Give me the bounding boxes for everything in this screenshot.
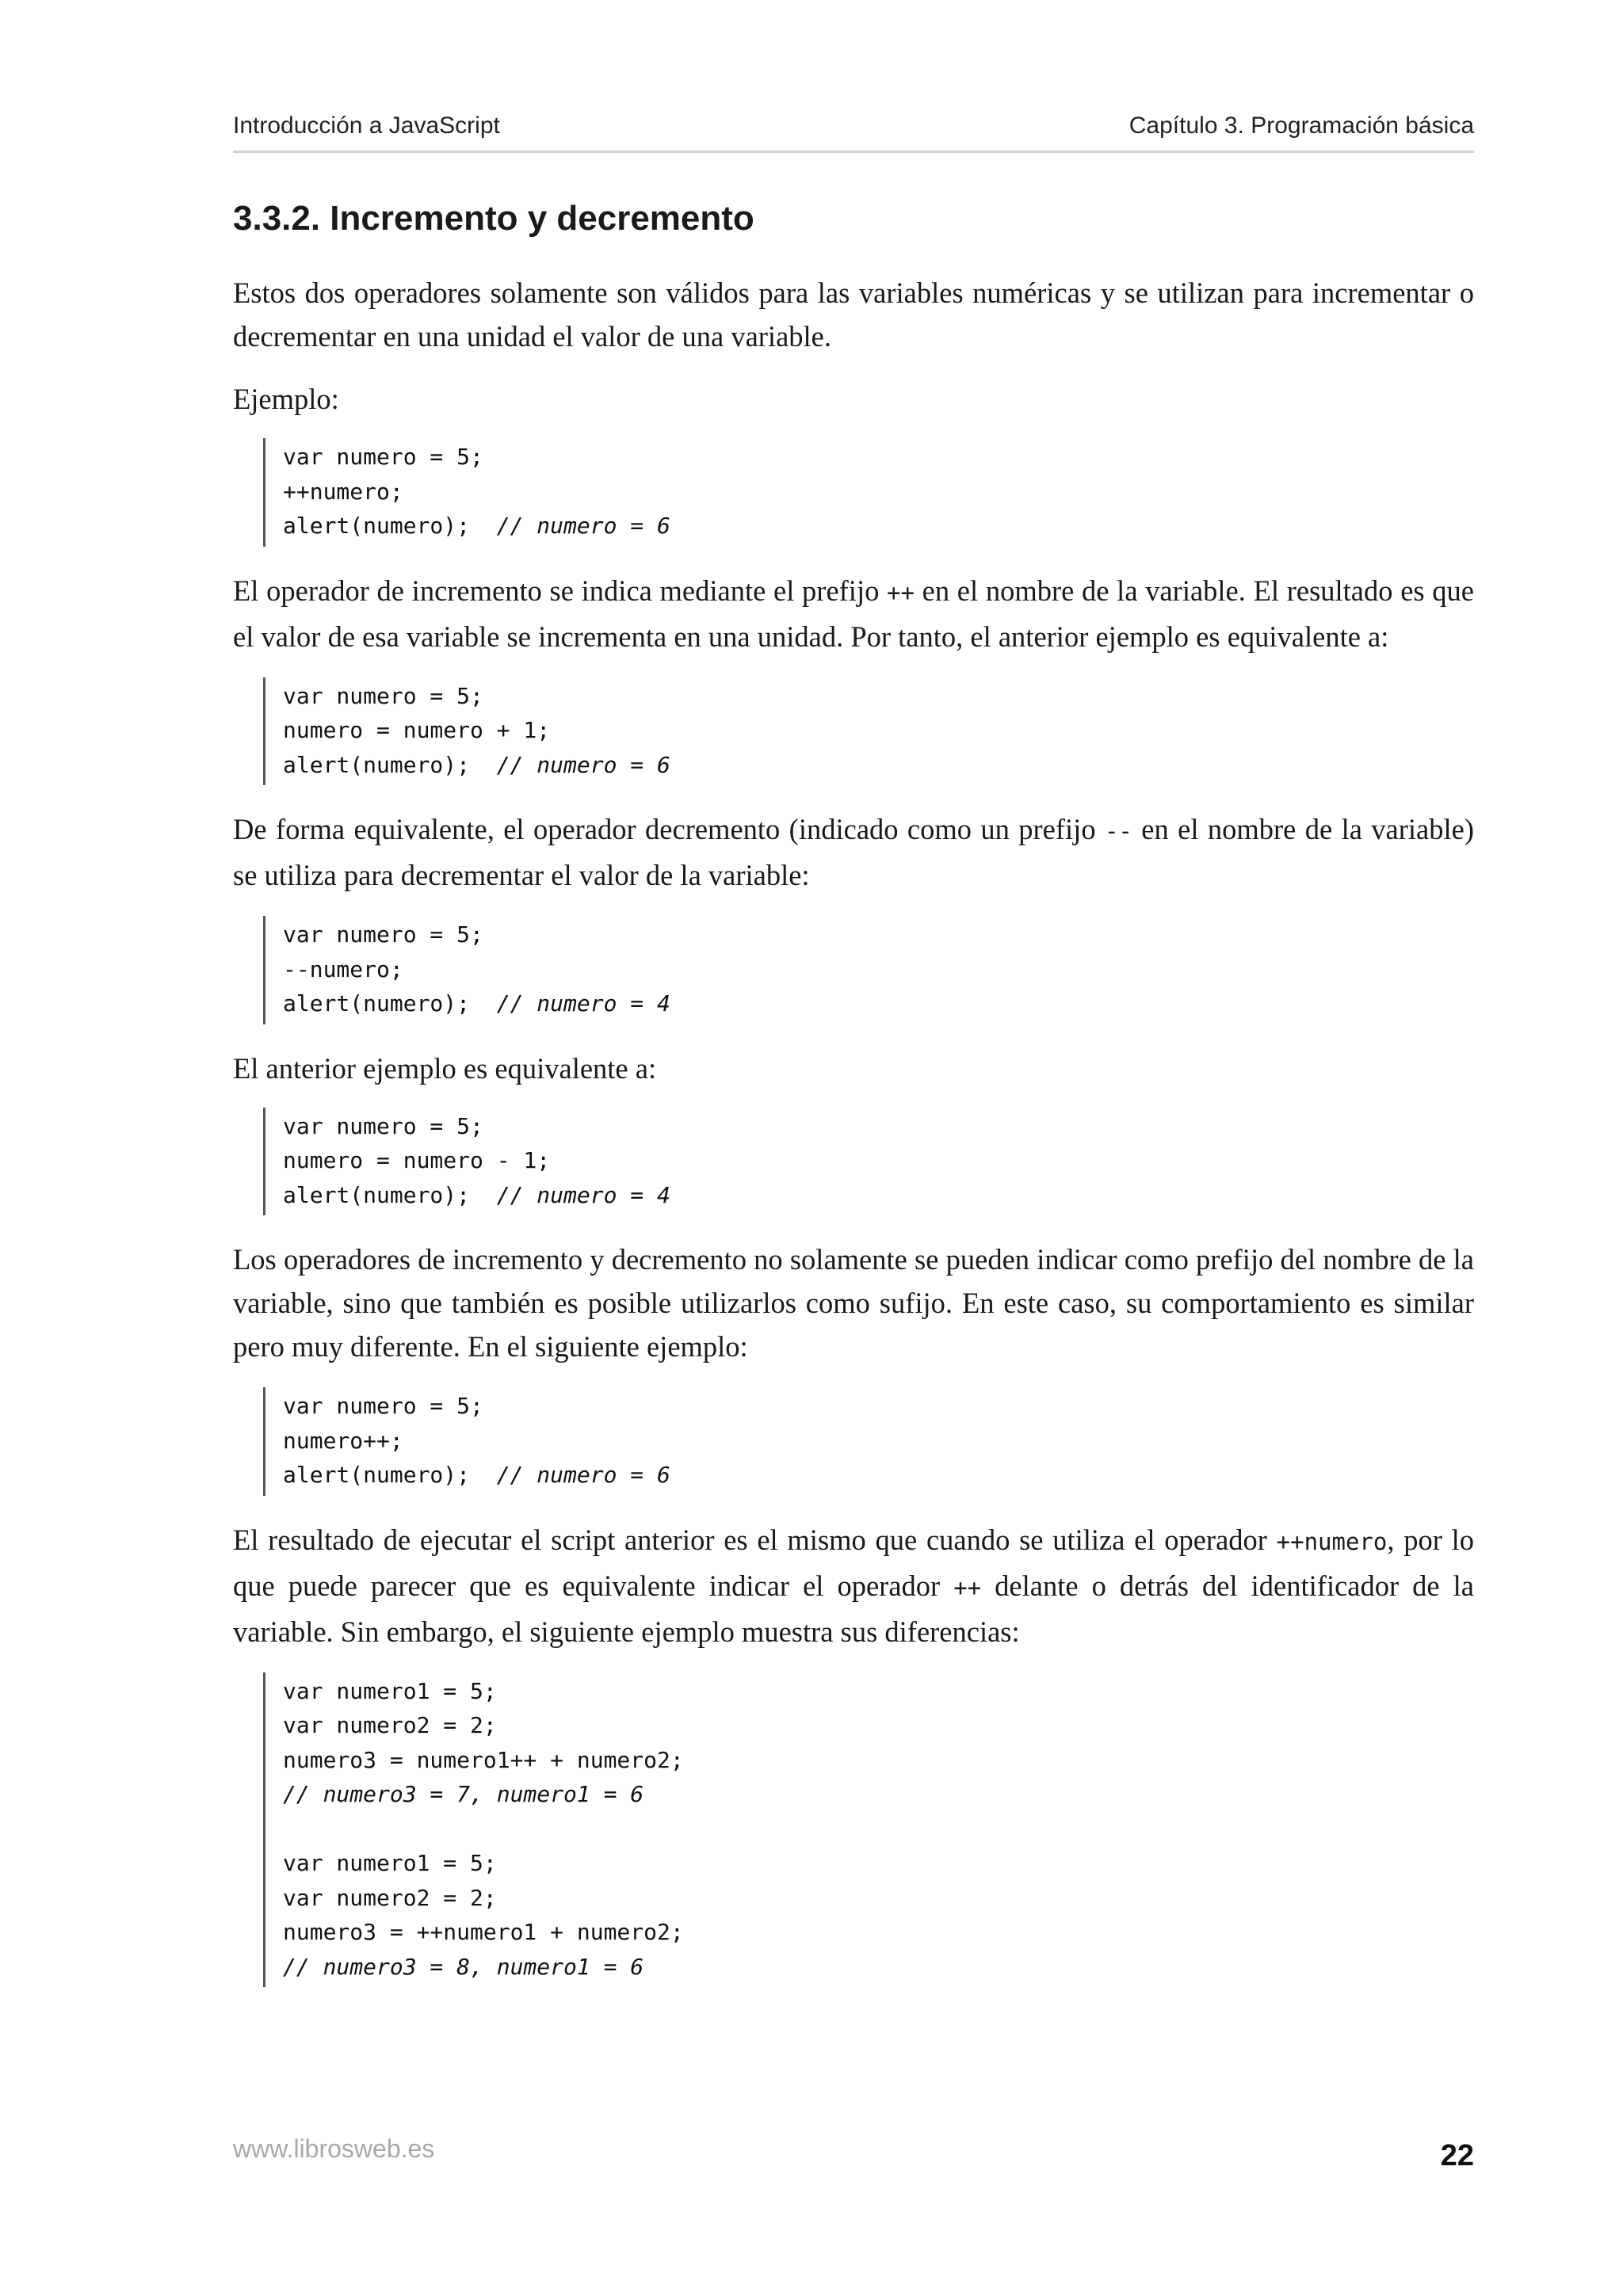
inline-operator: -- [1104,818,1132,845]
code-text: alert(numero); [283,990,497,1016]
code-block-decrement [263,916,1474,1024]
paragraph-suffix-explanation: Los operadores de incremento y decremento no solamente se pueden indicar como prefijo del nombre de la variable, sino que también es posible utilizarlos como sufijo. En este caso, su comportamiento es similar pero muy diferente. En el siguiente ejemplo: [233,1243,1474,1363]
paragraph-decrement-explanation [233,807,1474,897]
text: El operador de incremento se indica mediante el prefijo [233,574,888,607]
code-line: numero++; [283,1427,403,1454]
code-block-suffix [263,1387,1474,1496]
code-line [283,986,1474,1021]
paragraph-increment-explanation [233,569,1474,658]
code-line: var numero2 = 2; [283,1712,497,1738]
section-title: 3.3.2. Incremento y decremento [233,199,754,238]
code-comment: // numero = 6 [496,1462,670,1488]
text: en el nombre de la variable. El resultado es que el valor de esa variable se incrementa en una unidad. Por tanto, el anterior ejemplo es equivalente a: [233,574,1475,653]
header-chapter-title: Capítulo 3. Programación básica [1128,113,1474,139]
code-text: alert(numero); [283,1462,497,1488]
paragraph-decrement-equivalent: El anterior ejemplo es equivalente a: [233,1051,657,1085]
text: en el nombre de la variable) se utiliza para decrementar el valor de la variable: [233,813,1474,891]
code-line: var numero = 5; [283,1112,483,1139]
text: , por lo que puede parecer que es equivalente indicar el operador [233,1523,1474,1602]
code-comment: // numero = 4 [496,1181,670,1208]
text: El resultado de ejecutar el script anterior es el mismo que cuando se utiliza el operador [233,1523,1277,1556]
code-text: alert(numero); [283,513,497,539]
code-line [283,509,1474,543]
header-book-title: Introducción a JavaScript [233,113,500,139]
footer-website-link[interactable]: www.librosweb.es [233,2134,435,2163]
inline-operator: ++ [953,1573,982,1601]
code-line: numero3 = ++numero1 + numero2; [283,1919,684,1945]
code-comment: // numero = 6 [496,751,670,778]
code-blank-line [283,1812,1474,1847]
code-block-increment-equivalent [263,677,1474,786]
code-line: var numero = 5; [283,1393,483,1419]
page-content [233,193,1474,2009]
page-number: 22 [1440,2139,1474,2172]
inline-operator: ++ [887,578,915,606]
code-text: alert(numero); [283,1181,497,1208]
code-line: ++numero; [283,478,403,505]
code-line [283,748,1474,783]
code-block-differences [263,1672,1474,1988]
code-comment: // numero = 4 [496,990,670,1016]
code-block-increment [263,438,1474,547]
code-comment: // numero3 = 7, numero1 = 6 [283,1781,644,1807]
code-line: var numero2 = 2; [283,1884,497,1911]
code-text: alert(numero); [283,751,497,778]
paragraph-intro: Estos dos operadores solamente son válidos para las variables numéricas y se utilizan para incrementar o decrementar en una unidad el valor de una variable. [233,277,1474,353]
code-comment: // numero = 6 [496,513,670,539]
code-line [283,1178,1474,1213]
code-line: numero3 = numero1++ + numero2; [283,1746,684,1773]
code-line: numero = numero - 1; [283,1147,551,1173]
code-line: var numero = 5; [283,444,483,470]
code-line [283,1458,1474,1493]
text: De forma equivalente, el operador decremento (indicado como un prefijo [233,813,1105,845]
code-line: var numero = 5; [283,682,483,709]
page-footer [233,2131,1474,2179]
code-line: var numero = 5; [283,921,483,948]
paragraph-differences [233,1518,1474,1653]
code-line: var numero1 = 5; [283,1677,497,1704]
text: delante o detrás del identificador de la variable. Sin embargo, el siguiente ejemplo muestra sus diferencias: [233,1569,1474,1648]
code-line: --numero; [283,955,403,982]
paragraph-example-label: Ejemplo: [233,383,339,415]
code-line: var numero1 = 5; [283,1850,497,1876]
code-comment: // numero3 = 8, numero1 = 6 [283,1953,644,1980]
page-header [233,109,1474,153]
inline-code: ++numero [1276,1527,1388,1555]
code-line: numero = numero + 1; [283,717,551,743]
code-block-decrement-equivalent [263,1108,1474,1216]
